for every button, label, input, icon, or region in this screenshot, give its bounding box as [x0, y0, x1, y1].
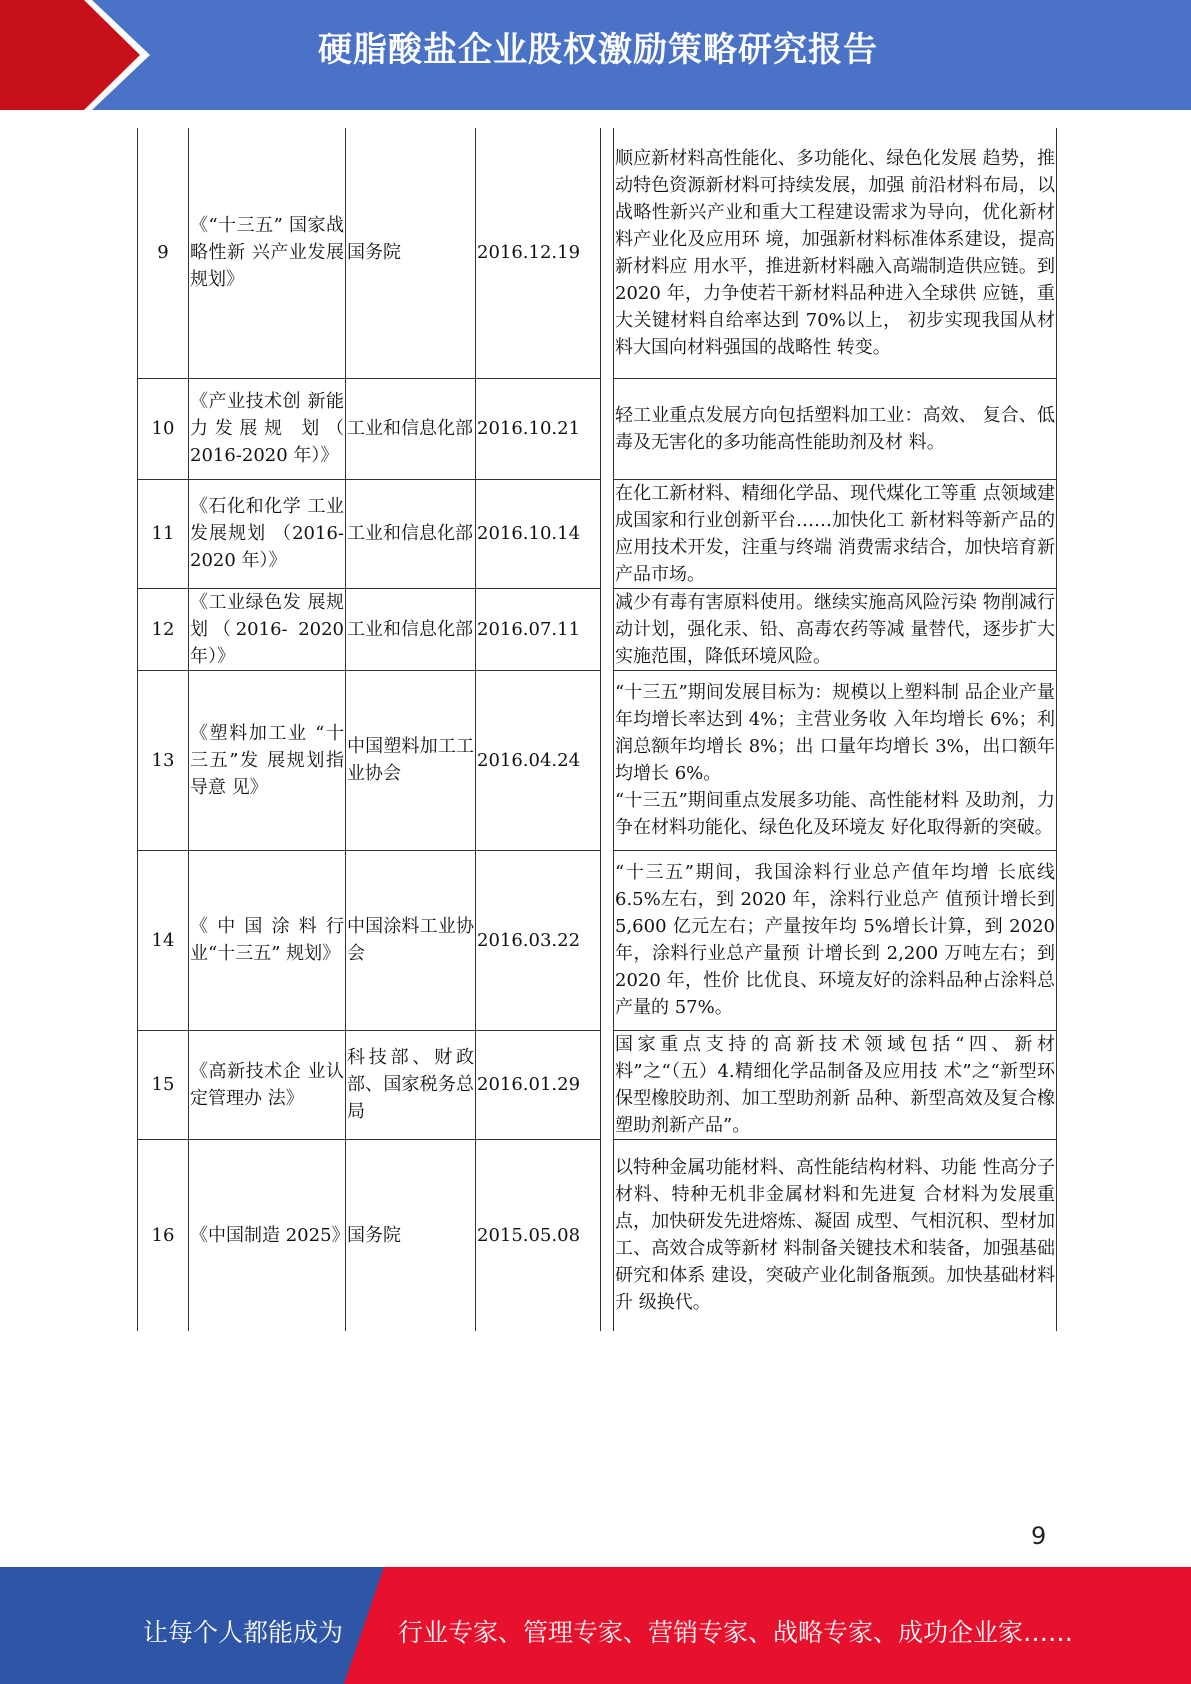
spacer-cell — [1057, 378, 1070, 479]
row-number-cell: 13 — [138, 670, 189, 850]
issue-date-cell: 2016.10.21 — [476, 378, 601, 479]
policy-name-cell: 《中国制造 2025》 — [189, 1139, 346, 1331]
table-row — [138, 588, 1070, 670]
page-number: 9 — [1031, 1522, 1047, 1550]
issuing-department-cell: 国务院 — [346, 1139, 476, 1331]
row-number-cell: 14 — [138, 850, 189, 1030]
spacer-cell — [601, 588, 614, 670]
issuing-department-cell: 科技部、财政部、国家税务总局 — [346, 1030, 476, 1139]
issue-date-cell: 2016.04.24 — [476, 670, 601, 850]
spacer-cell — [601, 1030, 614, 1139]
policy-content-cell: 减少有毒有害原料使用。继续实施高风险污染 物削减行动计划，强化汞、铅、高毒农药等减 量替代，逐步扩大实施范围，降低环境风险。 — [614, 588, 1057, 670]
issuing-department-cell: 中国涂料工业协会 — [346, 850, 476, 1030]
spacer-cell — [1057, 1139, 1070, 1331]
issuing-department-cell: 工业和信息化部 — [346, 479, 476, 588]
table-row — [138, 1030, 1070, 1139]
report-footer-banner — [0, 1567, 1191, 1684]
issue-date-cell: 2015.05.08 — [476, 1139, 601, 1331]
policy-name-cell: 《工业绿色发 展规划（2016- 2020 年）》 — [189, 588, 346, 670]
row-number-cell: 12 — [138, 588, 189, 670]
policy-content-cell: 以特种金属功能材料、高性能结构材料、功能 性高分子材料、特种无机非金属材料和先进复 合材料为发展重点，加快研发先进熔炼、凝固 成型、气相沉积、型材加工、高效合成等新材 料制备关键技术和装备，加强基础研究和体系 建设，突破产业化制备瓶颈。加快基础材料升 级换代。 — [614, 1139, 1057, 1331]
spacer-cell — [1057, 850, 1070, 1030]
spacer-cell — [601, 378, 614, 479]
table-row — [138, 128, 1070, 378]
table-row — [138, 378, 1070, 479]
issue-date-cell: 2016.01.29 — [476, 1030, 601, 1139]
policy-content-cell: “十三五”期间，我国涂料行业总产值年均增 长底线 6.5%左右，到 2020 年，涂料行业总产 值预计增长到 5,600 亿元左右；产量按年均 5%增长计算，到 2020 年，涂料行业总产量预 计增长到 2,200 万吨左右；到 2020 年，性价 比优良、环境友好的涂料品种占涂料总产量的 57%。 — [614, 850, 1057, 1030]
policy-content-cell: 顺应新材料高性能化、多功能化、绿色化发展 趋势，推动特色资源新材料可持续发展，加强 前沿材料布局，以战略性新兴产业和重大工程建设需求为导向，优化新材料产业化及应用环 境，加强新材料标准体系建设，提高新材料应 用水平，推进新材料融入高端制造供应链。到 2020 年，力争使若干新材料品种进入全球供 应链，重大关键材料自给率达到 70%以上， 初步实现我国从材料大国向材料强国的战略性 转变。 — [614, 128, 1057, 378]
report-header-banner — [0, 0, 1191, 110]
spacer-cell — [601, 670, 614, 850]
row-number-cell: 15 — [138, 1030, 189, 1139]
table-row — [138, 479, 1070, 588]
issue-date-cell: 2016.12.19 — [476, 128, 601, 378]
spacer-cell — [1057, 588, 1070, 670]
row-number-cell: 9 — [138, 128, 189, 378]
table-row — [138, 670, 1070, 850]
row-number-cell: 10 — [138, 378, 189, 479]
policy-content-cell: 轻工业重点发展方向包括塑料加工业：高效、 复合、低毒及无害化的多功能高性能助剂及材 料。 — [614, 378, 1057, 479]
header-chevron-red — [0, 0, 140, 110]
issuing-department-cell: 国务院 — [346, 128, 476, 378]
report-title: 硬脂酸盐企业股权激励策略研究报告 — [318, 30, 878, 70]
policy-table — [137, 128, 1069, 1331]
issue-date-cell: 2016.10.14 — [476, 479, 601, 588]
table-row — [138, 850, 1070, 1030]
spacer-cell — [601, 850, 614, 1030]
spacer-cell — [601, 128, 614, 378]
policy-name-cell: 《塑料加工业 “十三五”发 展规划指导意 见》 — [189, 670, 346, 850]
table-row — [138, 1139, 1070, 1331]
policy-name-cell: 《石化和化学 工业发展规划 （2016-2020 年）》 — [189, 479, 346, 588]
policy-content-cell: 国家重点支持的高新技术领域包括“四、新材 料”之“（五）4.精细化学品制备及应用技 术”之“新型环保型橡胶助剂、加工型助剂新 品种、新型高效及复合橡塑助剂新产品”。 — [614, 1030, 1057, 1139]
footer-slogan-left: 让每个人都能成为 — [143, 1618, 344, 1647]
spacer-cell — [601, 479, 614, 588]
row-number-cell: 11 — [138, 479, 189, 588]
spacer-cell — [1057, 1030, 1070, 1139]
issuing-department-cell: 工业和信息化部 — [346, 588, 476, 670]
spacer-cell — [1057, 670, 1070, 850]
footer-slogan-right: 行业专家、管理专家、营销专家、战略专家、成功企业家…… — [398, 1618, 1074, 1647]
row-number-cell: 16 — [138, 1139, 189, 1331]
policy-name-cell: 《“十三五” 国家战略性新 兴产业发展规划》 — [189, 128, 346, 378]
policy-name-cell: 《中国涂料行 业“十三五” 规划》 — [189, 850, 346, 1030]
policy-content-cell: 在化工新材料、精细化学品、现代煤化工等重 点领域建成国家和行业创新平台……加快化工 新材料等新产品的应用技术开发，注重与终端 消费需求结合，加快培育新产品市场。 — [614, 479, 1057, 588]
spacer-cell — [1057, 128, 1070, 378]
spacer-cell — [1057, 479, 1070, 588]
issue-date-cell: 2016.07.11 — [476, 588, 601, 670]
issuing-department-cell: 工业和信息化部 — [346, 378, 476, 479]
issue-date-cell: 2016.03.22 — [476, 850, 601, 1030]
policy-name-cell: 《产业技术创 新能力发展规 划（ 2016-2020 年）》 — [189, 378, 346, 479]
issuing-department-cell: 中国塑料加工工业协会 — [346, 670, 476, 850]
policy-name-cell: 《高新技术企 业认定管理办 法》 — [189, 1030, 346, 1139]
spacer-cell — [601, 1139, 614, 1331]
policy-content-cell: “十三五”期间发展目标为：规模以上塑料制 品企业产量年均增长率达到 4%；主营业务收 入年均增长 6%；利润总额年均增长 8%；出 口量年均增长 3%，出口额年均增长 6%。 “十三五”期间重点发展多功能、高性能材料 及助剂，力争在材料功能化、绿色化及环境友 好化取得新的突破。 — [614, 670, 1057, 850]
